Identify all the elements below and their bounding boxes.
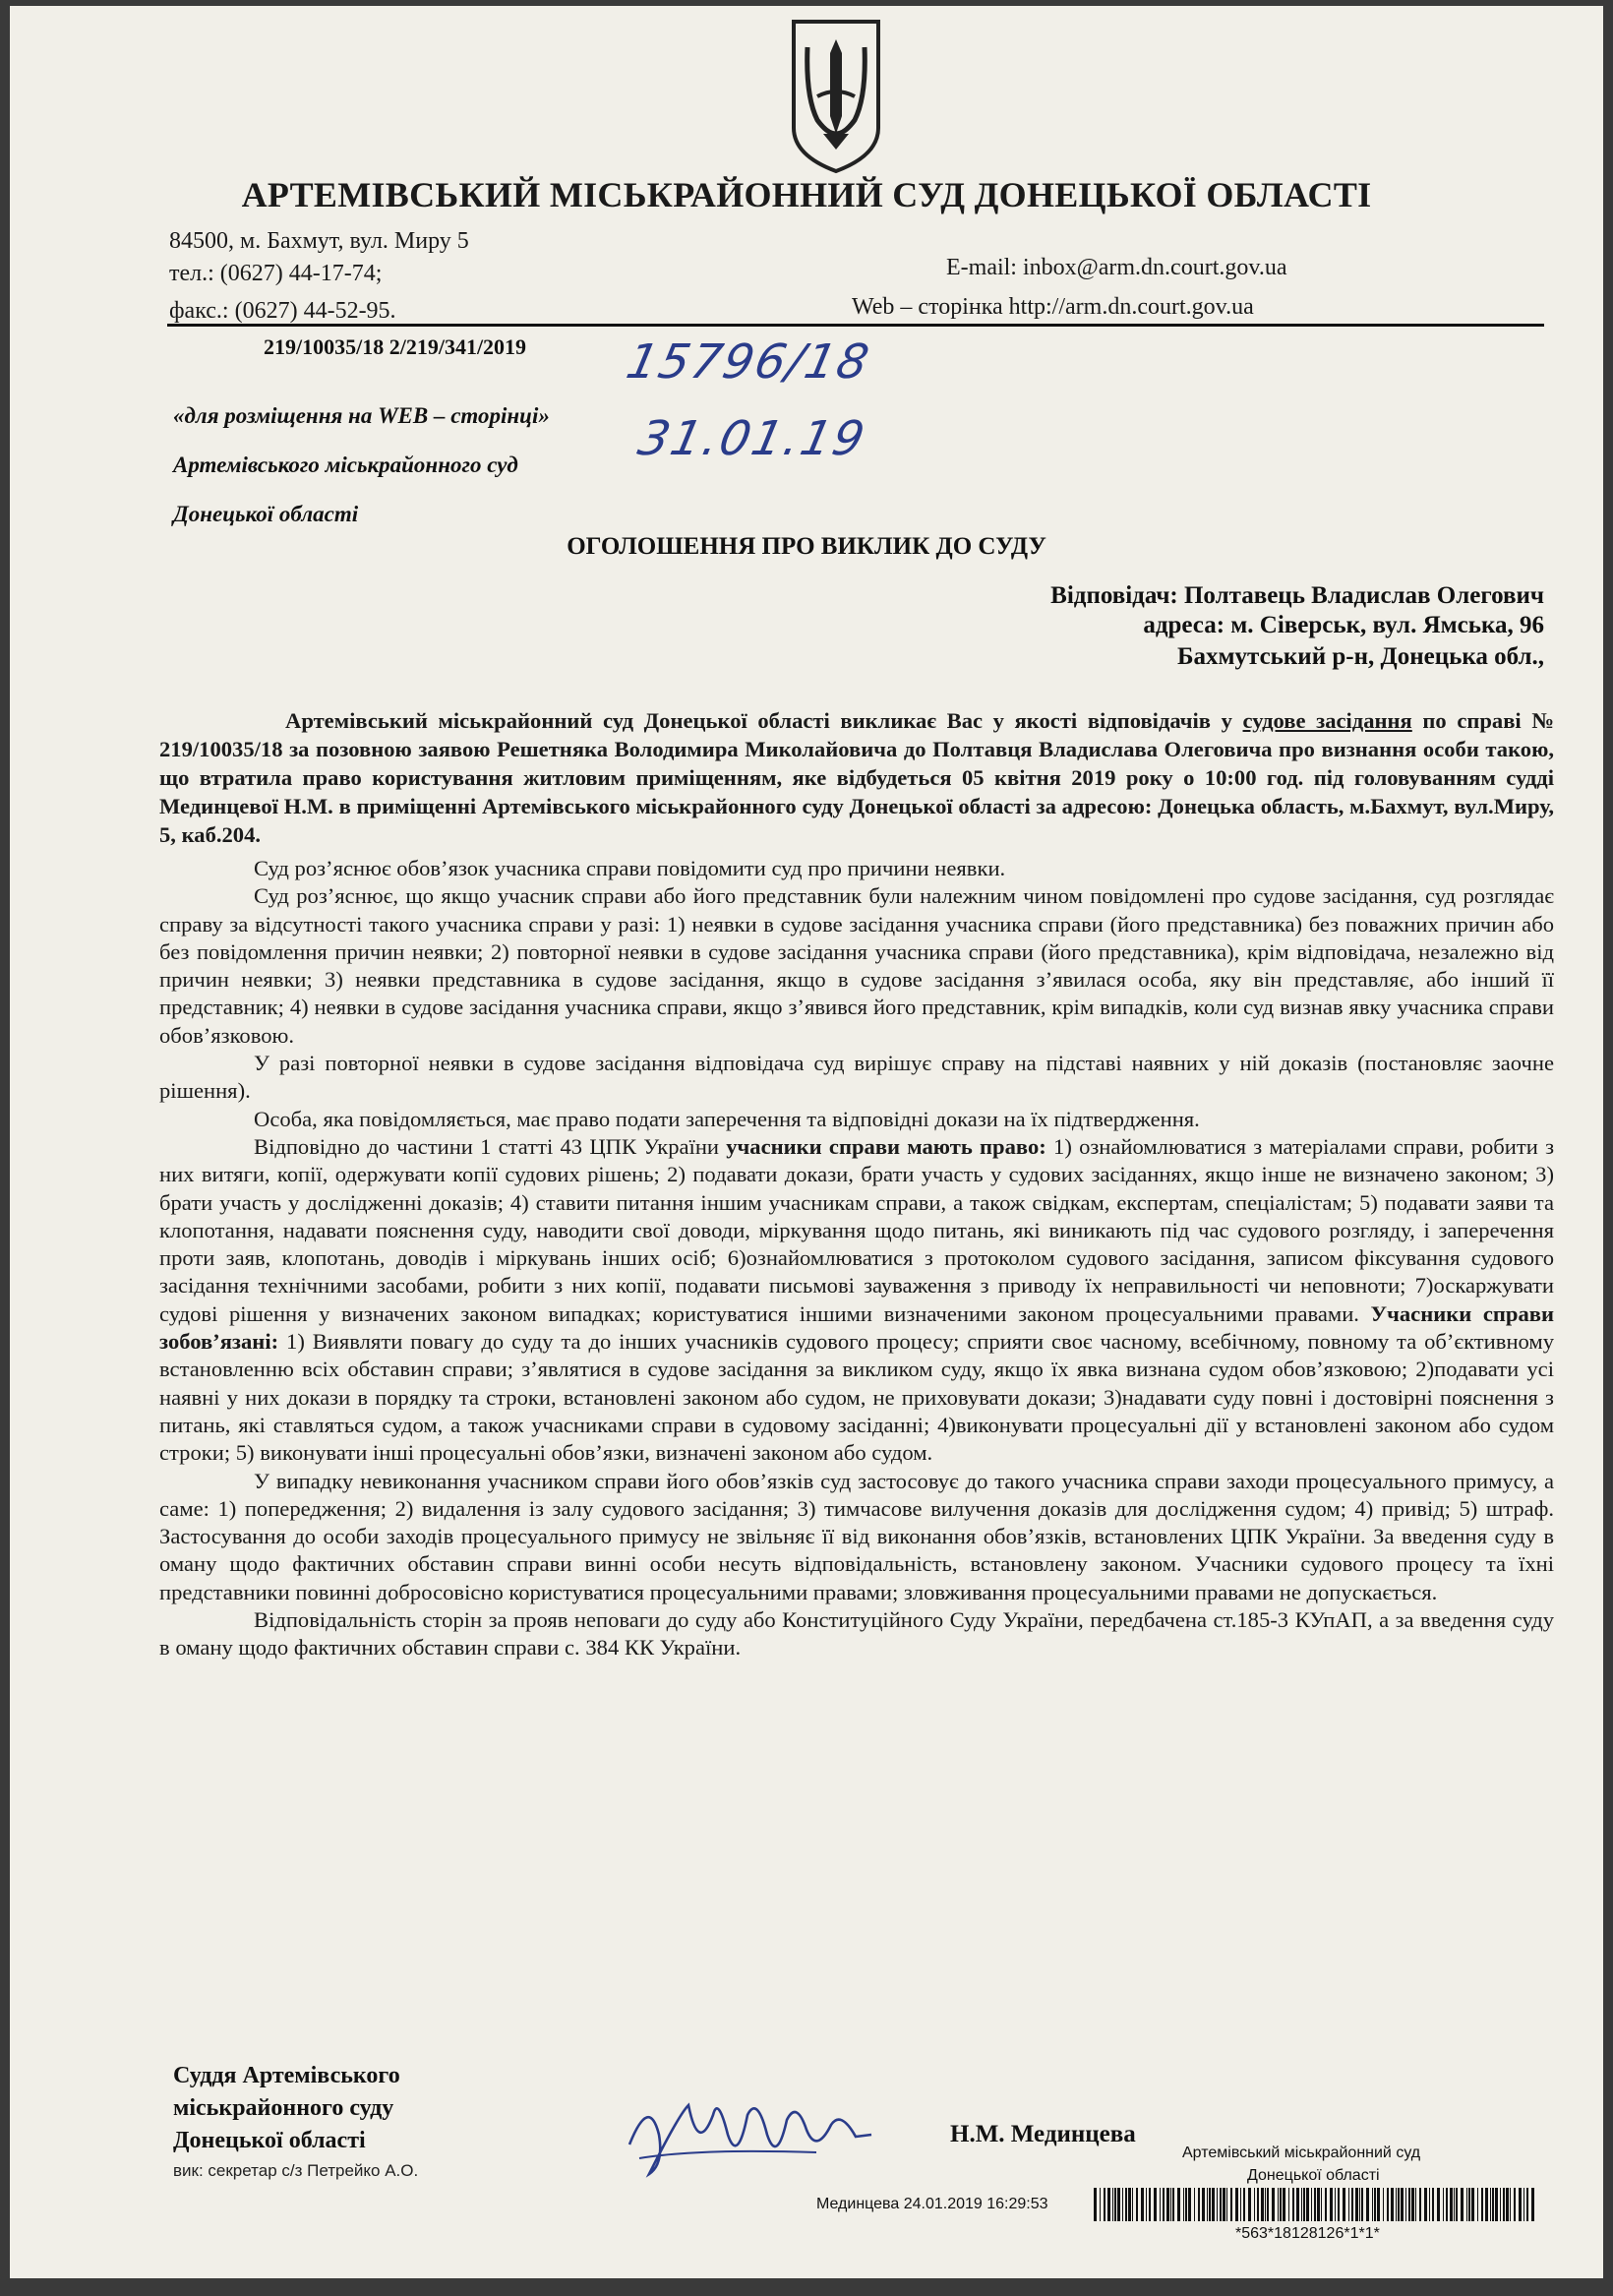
paragraph-notice-duty: Суд роз’яснює обов’язок учасника справи повідомити суд про причини неявки.	[254, 856, 1006, 880]
barcode-bar	[1446, 2188, 1448, 2221]
barcode-bar	[1296, 2188, 1299, 2221]
barcode-bar	[1485, 2188, 1488, 2221]
document-title: ОГОЛОШЕННЯ ПРО ВИКЛИК ДО СУДУ	[567, 533, 1046, 560]
barcode-bar	[1235, 2188, 1238, 2221]
defendant-address: адреса: м. Сіверськ, вул. Ямська, 96	[1143, 612, 1544, 638]
barcode-bar	[1170, 2188, 1171, 2221]
barcode-bar	[1387, 2188, 1389, 2221]
court-name: АРТЕМІВСЬКИЙ МІСЬКРАЙОННИЙ СУД ДОНЕЦЬКОЇ ОБЛАСТІ	[241, 175, 1372, 214]
barcode-bar	[1240, 2188, 1241, 2221]
paragraph-objection: Особа, яка повідомляється, має право подати заперечення та відповідні докази на їх підтвердження.	[254, 1106, 1200, 1131]
barcode-bar	[1183, 2188, 1184, 2221]
barcode-bar	[1172, 2188, 1174, 2221]
barcode-bar	[1477, 2188, 1478, 2221]
barcode-bar	[1128, 2188, 1131, 2221]
handwritten-signature	[620, 2076, 875, 2184]
barcode-bar	[1398, 2188, 1400, 2221]
barcode-bar	[1303, 2188, 1305, 2221]
barcode-bar	[1163, 2188, 1165, 2221]
barcode-bar	[1154, 2188, 1157, 2221]
barcode-bar	[1495, 2188, 1498, 2221]
barcode-bar	[1136, 2188, 1138, 2221]
barcode-bar	[1280, 2188, 1282, 2221]
paragraph-absence: Суд роз’яснює, що якщо учасник справи або його представник були належним чином повідомлені про судове засідання, суд розглядає справу за відсутності такого учасника справи у разі: 1) неявки в судове засідання учасника справи (його представника) без поважних причин або без повідомлення причин неявки; 2) повторної неявки в судове засідання учасника справи (його представника), крім відповідача, незалежно від причин неявки; 3) неявки представника в судове засідання, якщо в судове засідання з’явилася особа, яку він представляє, або інший її представник; 4) неявки в судове засідання учасника справи, якщо з’явився його представник, крім випадків, коли суд визнав явку учасника справи обов’язковою.	[159, 883, 1554, 1048]
barcode-bar	[1248, 2188, 1251, 2221]
summons-paragraph: Артемівський міськрайонний суд Донецької області викликає Вас у якості відповідачів у судове засідання по справі № 219/10035/18 за позовною заявою Решетняка Володимира Миколайовича до Полтавця Владислава Олеговича про визнання особи такою, що втратила право користування житловим приміщенням, яке відбудеться 05 квітня 2019 року о 10:00 год. під головуванням судді Мединцевої Н.М. в приміщенні Артемівського міськрайонного суду Донецької області за адресою: Донецька область, м.Бахмут, вул.Миру, 5, каб.204.	[159, 708, 1555, 847]
court-email: E-mail: inbox@arm.dn.court.gov.ua	[946, 255, 1287, 280]
barcode-bar	[1306, 2188, 1309, 2221]
barcode-bar	[1510, 2188, 1511, 2221]
barcode-bar	[1374, 2188, 1376, 2221]
barcode-bar	[1230, 2188, 1232, 2221]
barcode-bar	[1355, 2188, 1358, 2221]
barcode-bar	[1415, 2188, 1416, 2221]
barcode-bar	[1468, 2188, 1470, 2221]
barcode-bar	[1226, 2188, 1227, 2221]
barcode-bar	[1514, 2188, 1516, 2221]
court-website: Web – сторінка http://arm.dn.court.gov.ua	[852, 294, 1254, 320]
barcode-bar	[1454, 2188, 1455, 2221]
barcode-bar	[1359, 2188, 1360, 2221]
judge-name: Н.М. Мединцева	[950, 2121, 1136, 2147]
paragraph-liability: Відповідальність сторін за прояв неповаги до суду або Конституційного Суду України, передбачена ст.185-3 КУпАП, а за введення суду в оману щодо фактичних обставин справи с. 384 КК України.	[159, 1607, 1554, 1661]
barcode-bar	[1506, 2188, 1509, 2221]
barcode-bar	[1492, 2188, 1494, 2221]
barcode-bar	[1321, 2188, 1322, 2221]
paragraph-coercion: У випадку невиконання учасником справи його обов’язків суд застосовує до такого учасника справи заходи процесуального примусу, а саме: 1) попередження; 2) видалення із залу судового засідання; 3) тимчасове вилучення доказів для дослідження судом; 4) привід; 5) штраф. Застосування до особи заходів процесуального примусу не звільняє її від виконання обов’язків, встановлених ЦПК України. За введення суду в оману щодо фактичних обставин справи винні особи несуть відповідальність, встановлену законом. Учасники судового процесу та їхні представники повинні добросовісно користуватися процесуальними правами; зловживання процесуальними правами не допускається.	[159, 1468, 1554, 1604]
barcode-bar	[1257, 2188, 1259, 2221]
barcode-bar	[1265, 2188, 1266, 2221]
barcode-bar	[1149, 2188, 1151, 2221]
barcode-bar	[1405, 2188, 1406, 2221]
barcode-bar	[1212, 2188, 1215, 2221]
handwritten-date: 31.01.19	[633, 411, 871, 466]
barcode-bar	[1526, 2188, 1528, 2221]
barcode-bar	[1188, 2188, 1191, 2221]
barcode-bar	[1366, 2188, 1369, 2221]
barcode-bar	[1500, 2188, 1501, 2221]
executor-note: вик: секретар с/з Петрейко А.О.	[173, 2161, 419, 2180]
barcode-bar	[1254, 2188, 1255, 2221]
barcode-bar	[1437, 2188, 1440, 2221]
barcode-bar	[1177, 2188, 1180, 2221]
barcode-bar	[1408, 2188, 1410, 2221]
barcode-bar	[1107, 2188, 1110, 2221]
court-address: 84500, м. Бахмут, вул. Миру 5	[169, 228, 469, 254]
barcode-bar	[1112, 2188, 1113, 2221]
barcode-bar	[1166, 2188, 1169, 2221]
barcode-bar	[1223, 2188, 1225, 2221]
barcode-bar	[1261, 2188, 1264, 2221]
barcode-code: *563*18128126*1*1*	[1235, 2225, 1380, 2242]
barcode-bar	[1301, 2188, 1302, 2221]
barcode-bar	[1383, 2188, 1384, 2221]
barcode-bar	[1207, 2188, 1208, 2221]
barcode-bar	[1361, 2188, 1363, 2221]
barcode-bar	[1490, 2188, 1491, 2221]
barcode-bar	[1419, 2188, 1421, 2221]
barcode-bar	[1141, 2188, 1144, 2221]
barcode-bar	[1317, 2188, 1320, 2221]
document-body	[159, 706, 1554, 1662]
barcode-bar	[1117, 2188, 1120, 2221]
barcode-bar	[1335, 2188, 1336, 2221]
barcode-bar	[1325, 2188, 1327, 2221]
barcode-bar	[1160, 2188, 1161, 2221]
barcode-bar	[1267, 2188, 1269, 2221]
barcode-bar	[1114, 2188, 1116, 2221]
barcode-bar	[1450, 2188, 1453, 2221]
barcode-bar	[1104, 2188, 1105, 2221]
barcode-bar	[1198, 2188, 1200, 2221]
judge-title: Суддя Артемівського міськрайонного суду Донецької області	[173, 2063, 400, 2153]
barcode-bar	[1202, 2188, 1205, 2221]
barcode-bar	[1338, 2188, 1340, 2221]
barcode-bar	[1377, 2188, 1380, 2221]
barcode-bar	[1466, 2188, 1467, 2221]
stamp-signed-by: Мединцева 24.01.2019 16:29:53	[816, 2196, 1048, 2212]
barcode-bar	[1523, 2188, 1524, 2221]
barcode-bar	[1372, 2188, 1373, 2221]
barcode-bar	[1456, 2188, 1458, 2221]
court-fax: факс.: (0627) 44-52-95.	[169, 298, 396, 324]
paragraph-rights-duties: Відповідно до частини 1 статті 43 ЦПК України учасники справи мають право: 1) ознайомлюватися з матеріалами справи, робити з них витяги, копії, одержувати копії судових рішень; 2) подавати докази, брати участь у судових засіданнях, якщо інше не визначено законом; 3) брати участь у дослідженні доказів; 4) ставити питання іншим учасникам справи, а також свідкам, експертам, спеціалістам; 5) подавати заяви та клопотання, надавати пояснення суду, наводити свої доводи, міркування щодо питань, які виникають під час судового розгляду, і заперечення проти заяв, клопотань, доводів і міркувань інших осіб; 6)ознайомлюватися з протоколом судового засідання, записом фіксування судового засідання технічними засобами, робити з них копії, подавати письмові зауваження з приводу їх неправильності чи неповноти; 7)оскаржувати судові рішення у визначених законом випадках; користуватися іншими визначеними законом процесуальними правами. Учасники справи зобов’язані: 1) Виявляти повагу до суду та до інших учасників судового процесу; сприяти своє часному, всебічному, повному та об’єктивному встановленню всіх обставин справи; з’являтися в судове засідання за викликом суду, якщо їх явка визнана судом обов’язковою; 2)подавати усі наявні у них докази в порядку та строки, встановлені законом або судом, не приховувати докази; 3)надавати суду повні і достовірні пояснення з питань, які ставляться судом, а також учасниками справи в судовому засіданні; 4)виконувати процесуальні дії у встановлені законом або судом строки; 5) виконувати інші процесуальні обов’язки, визначені законом або судом.	[159, 1133, 1554, 1466]
barcode-bar	[1429, 2188, 1430, 2221]
placement-note-line1: «для розміщення на WEB – сторінці»	[173, 403, 550, 428]
barcode-bar	[1278, 2188, 1279, 2221]
barcode-bar	[1243, 2188, 1245, 2221]
court-phone: тел.: (0627) 44-17-74;	[169, 261, 383, 286]
barcode-bar	[1396, 2188, 1397, 2221]
barcode-bar	[1411, 2188, 1414, 2221]
barcode-bar	[1443, 2188, 1444, 2221]
barcode-bar	[1481, 2188, 1483, 2221]
barcode-bar	[1283, 2188, 1285, 2221]
handwritten-number: 15796/18	[622, 334, 875, 390]
barcode-bar	[1503, 2188, 1505, 2221]
barcode-bar	[1100, 2188, 1101, 2221]
barcode-bar	[1531, 2188, 1534, 2221]
barcode-bar	[1094, 2188, 1097, 2221]
barcode-bar	[1125, 2188, 1127, 2221]
stamp-court-line2: Донецької області	[1247, 2167, 1380, 2184]
coat-of-arms-icon	[788, 18, 884, 175]
barcode-bar	[1330, 2188, 1333, 2221]
barcode-bar	[1288, 2188, 1289, 2221]
barcode-bar	[1209, 2188, 1211, 2221]
header-divider	[167, 324, 1544, 327]
placement-note-line2: Артемівського міськрайонного суд	[173, 453, 518, 477]
barcode-bar	[1432, 2188, 1434, 2221]
barcode-bar	[1132, 2188, 1133, 2221]
barcode-bar	[1272, 2188, 1275, 2221]
barcode-bar	[1311, 2188, 1312, 2221]
barcode-bar	[1461, 2188, 1464, 2221]
case-numbers: 219/10035/18 2/219/341/2019	[264, 334, 527, 359]
barcode-bar	[1146, 2188, 1147, 2221]
barcode-bar	[1348, 2188, 1349, 2221]
barcode-bar	[1292, 2188, 1294, 2221]
barcode-bar	[1122, 2188, 1123, 2221]
barcode-bar	[1519, 2188, 1522, 2221]
defendant-name: Відповідач: Полтавець Владислав Олегович	[1050, 582, 1544, 609]
barcode-bar	[1471, 2188, 1474, 2221]
barcode-bar	[1185, 2188, 1187, 2221]
stamp-court-line1: Артемівський міськрайонний суд	[1182, 2145, 1421, 2161]
barcode-bar	[1314, 2188, 1316, 2221]
barcode	[1094, 2188, 1536, 2221]
barcode-bar	[1351, 2188, 1353, 2221]
barcode-bar	[1343, 2188, 1345, 2221]
barcode-bar	[1220, 2188, 1222, 2221]
paragraph-repeat-absence: У разі повторної неявки в судове засідання відповідача суд вирішує справу на підставі наявних у ній доказів (постановляє заочне рішення).	[159, 1051, 1554, 1104]
barcode-bar	[1217, 2188, 1218, 2221]
barcode-bar	[1391, 2188, 1394, 2221]
defendant-region: Бахмутський р-н, Донецька обл.,	[1176, 643, 1544, 670]
barcode-bar	[1401, 2188, 1404, 2221]
placement-note-line3: Донецької області	[173, 502, 359, 526]
barcode-bar	[1424, 2188, 1427, 2221]
barcode-bar	[1194, 2188, 1195, 2221]
